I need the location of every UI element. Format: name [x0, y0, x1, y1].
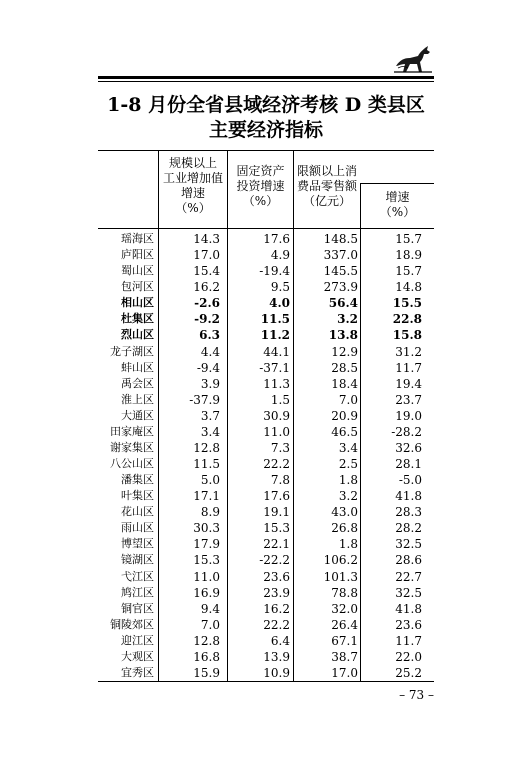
cell-industry: 17.9: [193, 537, 220, 552]
cell-growth: 32.5: [395, 537, 422, 552]
page-title: 1-8 月份全省县域经济考核 D 类县区: [107, 94, 425, 116]
cell-growth: 15.7: [395, 232, 422, 246]
row-name: 铜陵郊区: [110, 617, 154, 631]
row-name: 八公山区: [110, 457, 154, 470]
cell-retail: 38.7: [331, 649, 358, 664]
cell-retail: 145.5: [323, 264, 358, 279]
cell-retail: 148.5: [323, 232, 358, 246]
row-name: 蜀山区: [121, 264, 154, 278]
row-name: 蚌山区: [121, 360, 154, 374]
cell-investment: -19.4: [259, 264, 290, 279]
cell-industry: 15.9: [193, 665, 220, 680]
cell-growth: 18.9: [395, 248, 422, 263]
cell-growth: 11.7: [395, 633, 422, 648]
col-divider-4: [360, 183, 361, 681]
cell-industry: 6.3: [199, 328, 220, 343]
cell-retail: 67.1: [331, 633, 358, 648]
cell-industry: 9.4: [200, 601, 220, 616]
row-name: 相山区: [121, 296, 154, 310]
cell-growth: 15.5: [392, 296, 422, 311]
cell-retail: 26.4: [331, 617, 358, 632]
cell-growth: 28.3: [395, 505, 422, 520]
row-name: 铜官区: [121, 601, 154, 615]
cell-retail: 1.8: [338, 473, 358, 488]
cell-growth: 22.0: [395, 649, 422, 664]
cell-retail: 18.4: [331, 376, 358, 391]
header-growth: 增速 （%）: [379, 190, 416, 219]
header-retail: 限额以上消 费品零售额 （亿元）: [296, 164, 357, 208]
row-name: 庐阳区: [121, 248, 154, 262]
cell-investment: 17.6: [263, 232, 290, 246]
cell-industry: 5.0: [200, 473, 220, 488]
cell-industry: 7.0: [200, 617, 220, 632]
cell-growth: 22.8: [392, 312, 422, 327]
cell-growth: 31.2: [395, 344, 422, 359]
row-name: 博望区: [121, 537, 154, 551]
cell-industry: 14.3: [193, 232, 220, 246]
row-name: 弋江区: [121, 569, 154, 583]
row-name: 田家庵区: [110, 424, 154, 438]
cell-investment: 6.4: [270, 633, 290, 648]
row-name: 龙子湖区: [110, 344, 154, 358]
row-name: 包河区: [121, 280, 154, 294]
header-rule-thick: [98, 76, 434, 79]
row-name: 叶集区: [121, 489, 154, 503]
cell-retail: 20.9: [331, 408, 358, 423]
cell-retail: 3.4: [338, 440, 358, 455]
row-name: 大通区: [121, 408, 154, 422]
cell-industry: -37.9: [189, 392, 220, 407]
cell-growth: 19.4: [395, 376, 422, 391]
cell-industry: 3.7: [200, 408, 220, 423]
col-divider-2: [227, 150, 228, 681]
cell-retail: 17.0: [331, 665, 358, 680]
page-number: – 73 –: [399, 688, 434, 702]
cell-investment: 17.6: [263, 489, 290, 504]
cell-growth: 32.5: [395, 585, 422, 600]
cell-growth: 11.7: [395, 360, 422, 375]
cell-investment: -22.2: [259, 553, 290, 568]
cell-growth: 14.8: [395, 280, 422, 295]
table-header-bottom-rule: [98, 228, 434, 229]
cell-growth: 22.7: [395, 569, 422, 584]
row-name: 烈山区: [121, 328, 154, 342]
cell-growth: 23.6: [395, 617, 422, 632]
cell-retail: 337.0: [323, 248, 358, 263]
cell-growth: 15.8: [392, 328, 422, 343]
header-rule-thin: [98, 81, 434, 82]
cell-investment: 11.3: [263, 376, 290, 391]
cell-industry: 8.9: [200, 505, 220, 520]
cell-retail: 3.2: [338, 489, 358, 504]
row-name: 雨山区: [121, 521, 154, 535]
row-name: 杜集区: [121, 312, 154, 326]
cell-growth: 32.6: [395, 440, 422, 455]
page-subtitle: 主要经济指标: [208, 119, 323, 141]
col-divider-1: [158, 150, 159, 681]
cell-investment: 9.5: [270, 280, 290, 295]
cell-investment: 11.2: [260, 328, 290, 343]
cell-industry: 17.1: [193, 489, 220, 504]
row-name: 大观区: [121, 649, 154, 663]
cell-investment: 11.5: [260, 312, 290, 327]
cell-industry: 3.4: [200, 424, 220, 439]
cell-growth: 28.6: [395, 553, 422, 568]
cell-retail: 26.8: [331, 521, 358, 536]
cell-industry: 11.5: [193, 457, 220, 471]
table-bottom-rule: [98, 681, 434, 682]
cell-investment: 10.9: [263, 665, 290, 680]
col-divider-3: [293, 150, 294, 681]
header-industry: 规模以上 工业增加值 增速 （%）: [162, 156, 223, 215]
cell-investment: 4.9: [270, 248, 290, 263]
cell-industry: 12.8: [193, 440, 220, 455]
cell-investment: 11.0: [263, 424, 290, 439]
cell-investment: 30.9: [263, 408, 290, 423]
row-name: 淮上区: [121, 392, 154, 406]
cell-industry: -9.2: [194, 312, 220, 327]
cell-investment: 4.0: [269, 296, 290, 311]
cell-retail: 2.5: [338, 457, 358, 471]
cell-retail: 1.8: [338, 537, 358, 552]
cell-investment: 13.9: [263, 649, 290, 664]
header-investment: 固定资产 投资增速 （%）: [236, 164, 285, 208]
cell-retail: 56.4: [328, 296, 358, 311]
row-name: 谢家集区: [110, 440, 154, 454]
cell-investment: 44.1: [263, 344, 290, 359]
cell-investment: 15.3: [263, 521, 290, 536]
cell-growth: 28.1: [395, 457, 422, 471]
cell-retail: 273.9: [323, 280, 358, 295]
row-name: 瑶海区: [121, 232, 154, 245]
cell-retail: 12.9: [331, 344, 358, 359]
cell-industry: 15.4: [193, 264, 220, 279]
cell-industry: 16.8: [193, 649, 220, 664]
cell-industry: 12.8: [193, 633, 220, 648]
cell-growth: 25.2: [395, 665, 422, 680]
cell-retail: 43.0: [331, 505, 358, 520]
cell-industry: 15.3: [193, 553, 220, 568]
cell-industry: 17.0: [193, 248, 220, 263]
cell-growth: 19.0: [395, 408, 422, 423]
row-name: 潘集区: [121, 473, 154, 487]
cell-retail: 7.0: [338, 392, 358, 407]
cell-industry: 30.3: [193, 521, 220, 536]
cell-growth: 23.7: [395, 392, 422, 407]
cell-industry: 16.9: [193, 585, 220, 600]
cell-investment: -37.1: [259, 360, 290, 375]
cell-industry: -9.4: [196, 360, 220, 375]
cell-industry: 4.4: [200, 344, 220, 359]
row-name: 宜秀区: [121, 665, 154, 679]
cell-investment: 7.8: [270, 473, 290, 488]
cell-industry: 16.2: [193, 280, 220, 295]
cell-growth: 41.8: [395, 601, 422, 616]
cell-investment: 23.6: [263, 569, 290, 584]
cell-retail: 3.2: [337, 312, 358, 327]
retail-subheader-rule: [360, 183, 434, 184]
running-horse-logo-icon: [392, 42, 434, 78]
row-name: 鸠江区: [121, 585, 154, 599]
row-name: 迎江区: [121, 633, 154, 647]
cell-growth: 15.7: [395, 264, 422, 279]
cell-investment: 22.2: [263, 617, 290, 632]
cell-retail: 101.3: [323, 569, 358, 584]
cell-retail: 78.8: [331, 585, 358, 600]
cell-retail: 13.8: [328, 328, 358, 343]
cell-retail: 28.5: [331, 360, 358, 375]
cell-growth: -5.0: [398, 473, 422, 488]
cell-investment: 19.1: [263, 505, 290, 520]
row-name: 镜湖区: [121, 553, 154, 567]
cell-retail: 32.0: [331, 601, 358, 616]
cell-growth: 28.2: [395, 521, 422, 536]
cell-investment: 22.2: [263, 457, 290, 471]
cell-industry: 11.0: [193, 569, 220, 584]
cell-investment: 16.2: [263, 601, 290, 616]
cell-investment: 7.3: [270, 440, 290, 455]
cell-growth: -28.2: [391, 424, 422, 439]
row-name: 花山区: [121, 505, 154, 519]
cell-industry: -2.6: [194, 296, 220, 311]
cell-retail: 46.5: [331, 424, 358, 439]
cell-investment: 23.9: [263, 585, 290, 600]
cell-retail: 106.2: [323, 553, 358, 568]
table-top-rule: [98, 150, 434, 151]
cell-growth: 41.8: [395, 489, 422, 504]
cell-investment: 1.5: [270, 392, 290, 407]
cell-investment: 22.1: [263, 537, 290, 552]
cell-industry: 3.9: [200, 376, 220, 391]
row-name: 禹会区: [121, 376, 154, 390]
